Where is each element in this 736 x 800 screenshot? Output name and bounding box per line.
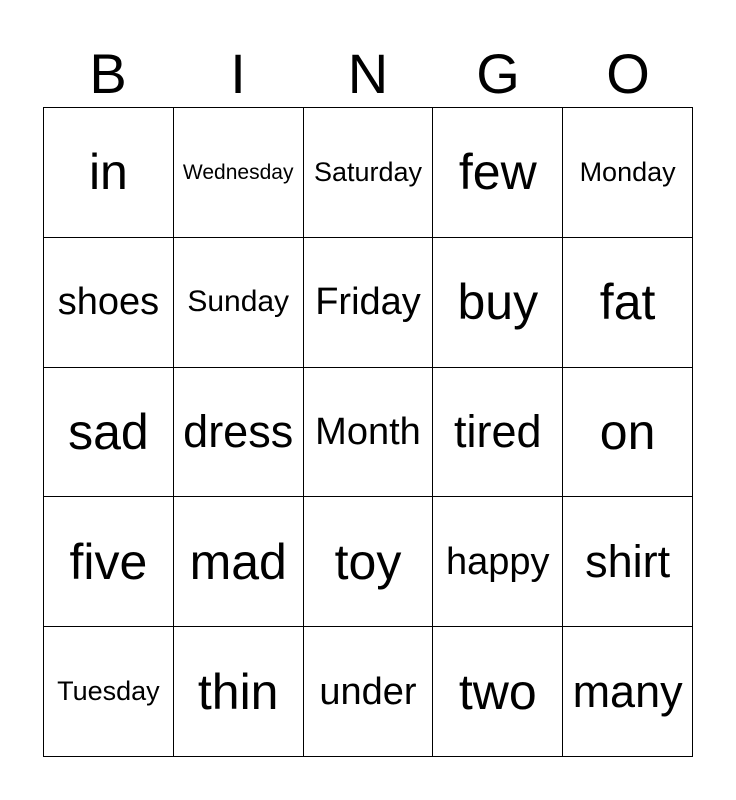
bingo-cell[interactable]: Sunday — [174, 238, 304, 368]
bingo-cell[interactable]: tired — [433, 368, 563, 498]
header-letter-i: I — [230, 42, 246, 105]
bingo-cell[interactable]: thin — [174, 627, 304, 757]
bingo-cell[interactable]: fat — [563, 238, 693, 368]
bingo-cell[interactable]: few — [433, 108, 563, 238]
bingo-cell[interactable]: five — [44, 497, 174, 627]
bingo-cell[interactable]: mad — [174, 497, 304, 627]
bingo-cell[interactable]: two — [433, 627, 563, 757]
bingo-cell[interactable]: many — [563, 627, 693, 757]
bingo-cell[interactable]: buy — [433, 238, 563, 368]
header-letter-o: O — [606, 42, 650, 105]
bingo-cell[interactable]: Saturday — [304, 108, 434, 238]
bingo-cell[interactable]: Tuesday — [44, 627, 174, 757]
bingo-cell[interactable]: shoes — [44, 238, 174, 368]
header-letter-n: N — [347, 42, 389, 105]
bingo-cell[interactable]: sad — [44, 368, 174, 498]
bingo-cell[interactable]: dress — [174, 368, 304, 498]
bingo-cell[interactable]: happy — [433, 497, 563, 627]
header-letter-b: B — [89, 42, 127, 105]
bingo-cell[interactable]: Monday — [563, 108, 693, 238]
bingo-cell[interactable]: in — [44, 108, 174, 238]
bingo-cell[interactable]: shirt — [563, 497, 693, 627]
header-letter-g: G — [476, 42, 520, 105]
bingo-cell[interactable]: toy — [304, 497, 434, 627]
bingo-cell[interactable]: Friday — [304, 238, 434, 368]
bingo-card-grid — [43, 107, 693, 757]
bingo-header — [43, 40, 693, 108]
bingo-cell[interactable]: Month — [304, 368, 434, 498]
bingo-cell[interactable]: on — [563, 368, 693, 498]
bingo-cell[interactable]: Wednesday — [174, 108, 304, 238]
bingo-cell[interactable]: under — [304, 627, 434, 757]
